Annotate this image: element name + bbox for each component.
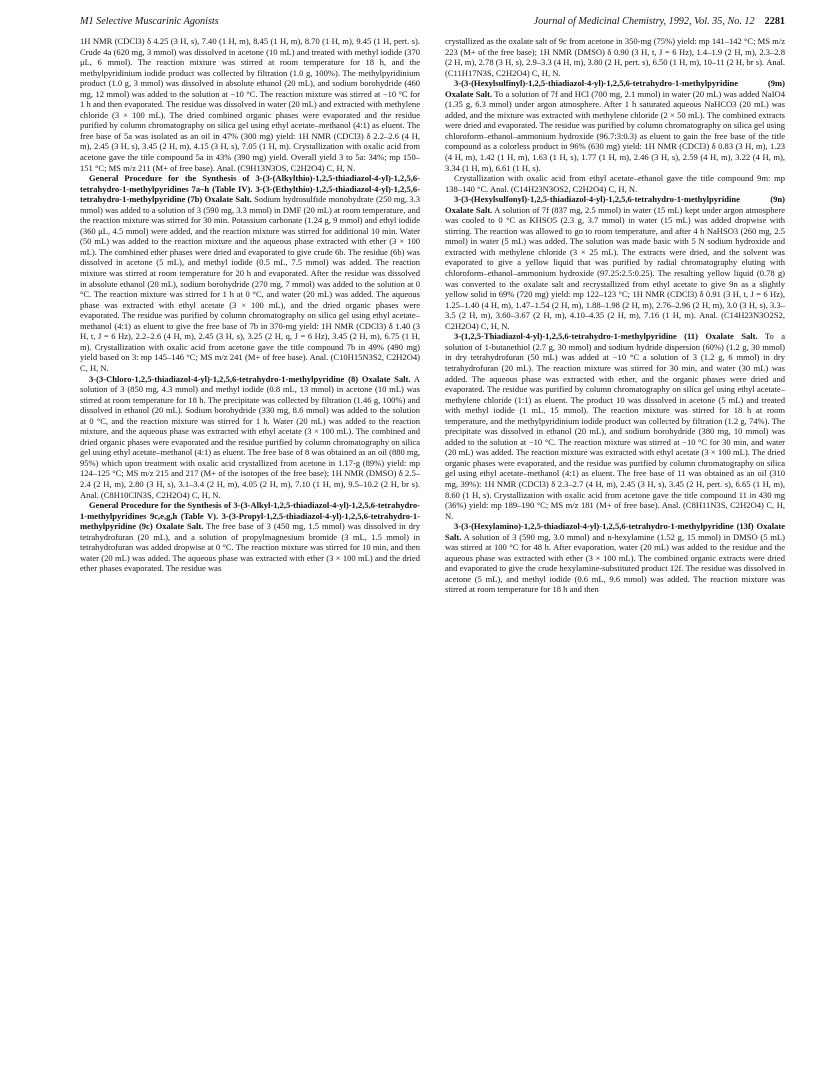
procedure-paragraph [80,374,420,501]
procedure-paragraph [445,331,785,521]
procedure-title: General Procedure for the Synthesis of 3-(3-Alkyl-1,2,5-thiadiazol-4-yl)-1,2,5,6-tetrahydro-1-methylpyridines 9c,e,g,h (Table V). 3-(3-Propyl-1,2,5-thiadiazol-4-yl)-1,2,5,6-tetrahydro-1-methylpyridine (9c) Oxalate Salt. [80,500,420,532]
left-column [80,36,420,1046]
procedure-paragraph [445,78,785,173]
procedure-title: 3-(3-Chloro-1,2,5-thiadiazol-4-yl)-1,2,5,6-tetrahydro-1-methylpyridine (8) Oxalate Salt. [89,373,411,384]
running-head [80,16,785,32]
paragraph-text: To a solution of 1-butanethiol (2.7 g, 30 mmol) and sodium hydride dispersion (60%) (1.2 g, 30 mmol) in dry tetrahydrofuran (50 mL) was added at −10 °C a solution of 3 (1.2 g, 6 mmol) in dry tetrahydrofuran (20 mL). The reaction mixture was stirred for 30 min, and water (30 mL) was added. The aqueous phase was extracted with ether, and the organic phases were dried and evaporated. The residue was purified by column chromatography on silica gel using ethyl acetate–methylene chloride (1:1) as eluent. The product 10 was dissolved in acetone (5 mL) and treated with methyl iodide (1 mL, 15 mmol). The reaction mixture was stirred for 18 h at room temperature, and the methylpyridinium iodide product was collected by filtration (1.2 g, 74%). The precipitate was dissolved in ethanol (20 mL), and sodium borohydride (380 mg, 10 mmol) was added to the solution at −10 °C. The reaction mixture was stirred at −10 °C for 30 min, and water (20 mL) was added. The reaction mixture was extracted with ethyl acetate (3 × 100 mL). The dried organic phases were evaporated, and the residue was purified by column chromatography on silica gel using ethyl acetate–methanol (4:1) as eluent. The free base of 11 was obtained as an oil (310 mg, 39%): 1H NMR (CDCl3) δ 2.3–2.7 (4 H, m), 2.45 (3 H, s), 3.45 (2 H, pert. s), 6.65 (1 H, m), 8.60 (1 H, s). Crystallization with oxalic acid from acetone gave the title compound 11 in 430 mg (36%) yield: mp 189–190 °C; MS m/z 181 (M+ of free base). Anal. (C8H11N3S, C2H2O4) C, H, N. [445,331,785,521]
text-paragraph [445,173,785,194]
paragraph-text: Crystallization with oxalic acid from ethyl acetate–ethanol gave the title compound 9m: mp 138–140 °C. Anal. (C14H23N3OS2, C2H2O4) C, H, N. [445,173,785,194]
paragraph-text: Sodium hydrosulfide monohydrate (250 mg, 3.3 mmol) was added to a solution of 3 (590 mg, 3.3 mmol) in DMF (20 mL) at room temperature, and the reaction mixture was stirred for 30 min. Potassium carbonate (1.24 g, 9 mmol) and ethyl iodide (360 μL, 4.5 mmol) were added, and the reaction mixture was stirred for additional 10 min. Water (50 mL) was added to the reaction mixture and the aqueous phase extracted with ether (3 × 100 mL). The combined ether phases were dried and evaporated to give crude 6b. The residue (6b) was dissolved in acetone (5 mL), and methyl iodide (0.5 mL, 7.5 mmol) was added. The reaction mixture was stirred at room temperature for 20 h and evaporated. After the residue was dissolved in absolute ethanol (20 mL), sodium borohydride (270 mg, 7 mmol) was added to the solution at 0 °C. The reaction mixture was stirred for 1 h at 0 °C, and water (20 mL) was added. The aqueous phase was extracted with ethyl acetate (3 × 100 mL), and the dried organic phases were evaporated. The residue was purified by column chromatography on silica gel using ethyl acetate–methanol (4:1) as eluent to give the free base of 7b in 370-mg yield: 1H NMR (CDCl3) δ 1.40 (3 H, t, J = 6 Hz), 2.2–2.6 (4 H, m), 2.45 (3 H, s), 3.25 (2 H, q, J = 6 Hz), 3.45 (2 H, m), 6.75 (1 H, m). Crystallization with oxalic acid from acetone gave the title compound 7b in 49% (490 mg) yield based on 3: mp 145–146 °C; MS m/z 241 (M+ of free base). Anal. (C10H15N3S2, C2H2O4) C, H, N. [80,194,420,373]
right-column [445,36,785,1046]
paragraph-text: To a solution of 7f and HCl (700 mg, 2.1 mmol) in water (20 mL) was added NaIO4 (1.35 g, 6.3 mmol) under argon atmosphere. After 1 h saturated aqueous NaHCO3 (20 mL) was added, and the mixture was extracted with methylene chloride (2 × 50 mL). The combined extracts were dried and evaporated. The residue was purified by column chromatography on silica gel using chloroform–ethanol–ammonium hydroxide (96.7:3:0.3) as eluent to gain the free base of the title compound as a colorless product in 96% (630 mg) yield: 1H NMR (CDCl3) δ 0.83 (3 H, m), 1.23 (4 H, m), 1.42 (1 H, m), 1.63 (1 H, s), 1.77 (1 H, m), 2.46 (3 H, s), 2.59 (4 H, m), 3.22 (4 H, m), 3.34 (1 H, m), 6.61 (1 H, s). [445,88,785,173]
procedure-paragraph [80,500,420,574]
procedure-paragraph [445,194,785,331]
paragraph-text: A solution of 3 (590 mg, 3.0 mmol) and n-hexylamine (1.52 g, 15 mmol) in DMSO (5 mL) was stirred at 100 °C for 48 h. After evaporation, water (20 mL) was added to the residue and the aqueous phase was extracted with ether (3 × 100 mL). The combined organic extracts were dried and evaporated to give the crude hexylamine-substituted product 12f. The residue was dissolved in acetone (5 mL), and methyl iodide (0.6 mL, 9.6 mmol) was added. The reaction mixture was stirred at room temperature for 18 h and then [445,531,785,595]
procedure-title: 3-(1,2,5-Thiadiazol-4-yl)-1,2,5,6-tetrahydro-1-methylpyridine (11) Oxalate Salt. [454,331,758,342]
procedure-paragraph [445,521,785,595]
procedure-paragraph [80,173,420,373]
paragraph-text: crystallized as the oxalate salt of 9c from acetone in 350-mg (75%) yield: mp 141–142 °C; MS m/z 223 (M+ of the free base); 1H NMR (DMSO) δ 0.90 (3 H, t, J = 6 Hz), 1.4–1.9 (2 H, m), 2.3–2.8 (2 H, m), 2.78 (3 H, s), 2.9–3.3 (4 H, m), 3.80 (2 H, pert. s), 6.50 (1 H, m), 10–11 (2 H, br s). Anal. (C11H17N3S, C2H2O4) C, H, N. [445,36,785,78]
procedure-title: General Procedure for the Synthesis of 3-(3-(Alkylthio)-1,2,5-thiadiazol-4-yl)-1,2,5,6-tetrahydro-1-methylpyridines 7a–h (Table IV). 3-(3-(Ethylthio)-1,2,5-thiadiazol-4-yl)-1,2,5,6-tetrahydro-1-methylpyridine (7b) Oxalate Salt. [80,173,420,205]
text-paragraph [445,36,785,78]
journal-citation [534,16,785,27]
paragraph-text: A solution of 7f (837 mg, 2.5 mmol) in water (15 mL) kept under argon atmosphere was cooled to 0 °C as KHSO5 (2.3 g, 3.7 mmol) in water (15 mL) was added dropwise with stirring. The reaction was allowed to go to room temperature, and after 4 h NaHSO3 (260 mg, 2.5 mmol) in water (5 mL) was added. The solution was made basic with 5 N sodium hydroxide and extracted with methylene chloride (3 × 25 mL). The extracts were dried, and the solvent was evaporated to give a yellow liquid that was purified by radial chromatography eluting with chloroform–ethanol–ammonium hydroxide (97.25:2.5:0.25). The resulting yellow liquid (0.78 g) was converted to the oxalate salt and recrystallized from ethyl acetate to give 9n as a slightly yellow solid in 69% (720 mg) yield: mp 122–123 °C; 1H NMR (CDCl3) δ 0.91 (3 H, t, J = 6 Hz), 1.25–1.40 (4 H, m), 1.47–1.54 (2 H, m), 1.88–1.98 (2 H, m), 2.76–2.96 (2 H, m), 3.0 (3 H, s), 3.3–3.5 (2 H, m), 3.60–3.67 (2 H, m), 4.10–4.35 (2 H, m), 7.16 (1 H, m). Anal. (C14H23N3O2S2, C2H2O4) C, H, N. [445,204,785,331]
running-title: M1 Selective Muscarinic Agonists [80,16,219,27]
procedure-title: 3-(3-(Hexylsulfonyl)-1,2,5-thiadiazol-4-yl)-1,2,5,6-tetrahydro-1-methylpyridine (9n) Oxalate Salt. [445,194,785,215]
paragraph-text: A solution of 3 (850 mg, 4.3 mmol) and methyl iodide (0.8 mL, 13 mmol) in acetone (10 mL) was stirred at room temperature for 18 h. The precipitate was collected by filtration (1.46 g, 100%) and dissolved in ethanol (20 mL). Sodium borohydride (330 mg, 8.6 mmol) was added to the solution at 0 °C, and the reaction mixture was stirred for 1 h. Water (20 mL) was added to the reaction mixture, and the aqueous phase was extracted with ethyl acetate (3 × 100 mL). The combined and dried organic phases were evaporated and the residue purified by column chromatography on silica gel using ethyl acetate–methanol (4:1) as eluent. The free base of 8 was obtained as an oil (880 mg, 95%) which upon treatment with oxalic acid crystallized from acetone in 1.17-g (89%) yield: mp 124–125 °C; MS m/z 215 and 217 (M+ of the isotopes of the free base); 1H NMR (DMSO) δ 2.5–2.4 (2 H, m), 2.80 (3 H, s), 3.1–3.4 (2 H, m), 4.05 (2 H, m), 7.10 (1 H, m), 9.5–10.2 (2 H, br s). Anal. (C8H10ClN3S, C2H2O4) C, H, N. [80,373,420,500]
text-paragraph [80,36,420,173]
page-number: 2281 [764,16,785,27]
procedure-title: 3-(3-(Hexylsulfinyl)-1,2,5-thiadiazol-4-yl)-1,2,5,6-tetrahydro-1-methylpyridine (9m) Oxalate Salt. [445,78,785,99]
paragraph-text: 1H NMR (CDCl3) δ 4.25 (3 H, s), 7.40 (1 H, m), 8.45 (1 H, m), 8.70 (1 H, m), 9.45 (1 H, pert. s). Crude 4a (620 mg, 3 mmol) was dissolved in acetone (10 mL) and treated with methyl iodide (370 μL, 6 mmol). The reaction mixture was stirred at room temperature for 18 h, and the methylpyridinium iodide product was collected by filtration (1.0 g, 100%). The methylpyridinium product (1.0 g, 3 mmol) was dissolved in absolute ethanol (20 mL), and sodium borohydride (460 mg, 12 mmol) was added to the solution at −10 °C. The reaction mixture was stirred at −10 °C for 1 h and then evaporated. The residue was dissolved in water (20 mL) and extracted with methylene chloride (3 × 100 mL). The dried combined organic phases were evaporated and the residue purified by column chromatography on silica gel using ethyl acetate–methanol (4:1) as eluent. The free base of 5a was isolated as an oil in 47% (300 mg) yield: 1H NMR (CDCl3) δ 2.2–2.6 (4 H, m), 2.45 (3 H, s), 3.45 (2 H, m), 4.15 (3 H, s), 7.05 (1 H, m). Crystallization with oxalic acid from acetone gave the title compound 5a in 43% (390 mg) yield. Overall yield 3 to 5a: 34%; mp 150–151 °C; MS m/z 211 (M+ of free base). Anal. (C9H13N3OS, C2H2O4) C, H, N. [80,36,420,173]
paragraph-text: The free base of 3 (450 mg, 1.5 mmol) was dissolved in dry tetrahydrofuran (20 mL), and a solution of propylmagnesium bromide (3 mL, 1.5 mmol) in tetrahydrofuran was added dropwise at 0 °C. The reaction mixture was stirred for 10 min, and then water (20 mL) was added. The aqueous phase was extracted with ether (3 × 100 mL) and the dried ether phases evaporated. The residue was [80,521,420,574]
procedure-title: 3-(3-(Hexylamino)-1,2,5-thiadiazol-4-yl)-1,2,5,6-tetrahydro-1-methylpyridine (13f) Oxalate Salt. [445,521,785,542]
journal-name: Journal of Medicinal Chemistry, 1992, Vol. 35, No. 12 [533,16,755,27]
